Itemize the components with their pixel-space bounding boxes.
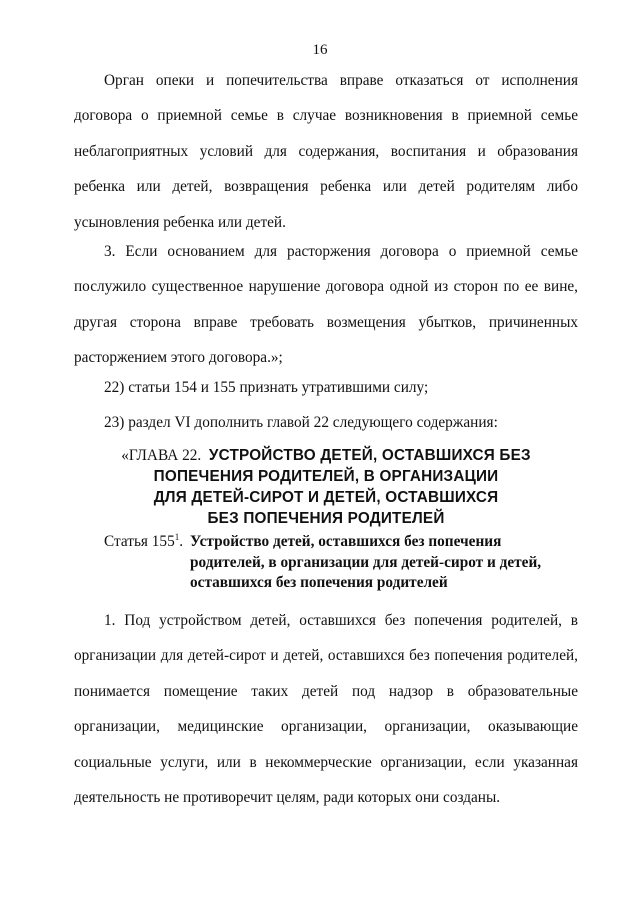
paragraph-line: социальные услуги, или в некоммерческие организации, если указанная <box>74 753 578 771</box>
paragraph-line: послужило существенное нарушение договора одной из сторон по ее вине, <box>74 278 578 296</box>
paragraph-line: 3. Если основанием для расторжения договора о приемной семье <box>104 243 578 260</box>
chapter-heading-line-1 <box>74 445 578 466</box>
article-superscript: 1 <box>174 532 180 542</box>
article-title-line: оставшихся без попечения родителей <box>190 574 448 591</box>
item-22: 22) статьи 154 и 155 признать утратившими силу; <box>104 379 429 396</box>
paragraph-line: 1. Под устройством детей, оставшихся без попечения родителей, в <box>104 612 578 629</box>
chapter-heading-line-2 <box>74 466 578 487</box>
paragraph-line: понимается помещение таких детей под надзор в образовательные <box>74 682 578 700</box>
article-title-line: родителей, в организации для детей-сирот и детей, <box>190 553 542 571</box>
article-title <box>190 532 541 594</box>
paragraph-line: расторжением этого договора.»; <box>74 349 283 367</box>
page-number: 16 <box>312 42 328 58</box>
paragraph-line: организации, медицинские организации, организации, оказывающие <box>74 718 578 736</box>
paragraph-article-clause-1 <box>74 603 578 815</box>
paragraph-line: договора о приемной семье в случае возникновения в приемной семье <box>74 107 578 125</box>
item-23: 23) раздел VI дополнить главой 22 следующего содержания: <box>104 414 498 431</box>
chapter-heading-line-4 <box>74 508 578 529</box>
chapter-title-line: ПОПЕЧЕНИЯ РОДИТЕЛЕЙ, В ОРГАНИЗАЦИИ <box>153 468 499 485</box>
paragraph-line: ребенка или детей, возвращения ребенка или детей родителям либо <box>74 178 578 196</box>
chapter-title-line: БЕЗ ПОПЕЧЕНИЯ РОДИТЕЛЕЙ <box>207 510 445 527</box>
chapter-prefix: «ГЛАВА 22. <box>121 447 202 464</box>
article-label-period: . <box>179 533 184 550</box>
paragraph-clause-3 <box>74 234 578 376</box>
chapter-heading <box>74 445 578 529</box>
article-title-line: Устройство детей, оставшихся без попечения <box>190 533 502 550</box>
paragraph-line: другая сторона вправе требовать возмещения убытков, причиненных <box>74 313 578 331</box>
paragraph-line: усыновления ребенка или детей. <box>74 213 286 231</box>
chapter-title-line: УСТРОЙСТВО ДЕТЕЙ, ОСТАВШИХСЯ БЕЗ <box>208 447 531 464</box>
paragraph-line: неблагоприятных условий для содержания, воспитания и образования <box>74 142 578 160</box>
paragraph-guardianship-refusal <box>74 63 578 240</box>
article-number <box>104 533 183 550</box>
article-label: Статья 155 <box>104 533 175 550</box>
chapter-title-line: ДЛЯ ДЕТЕЙ-СИРОТ И ДЕТЕЙ, ОСТАВШИХСЯ <box>153 489 499 506</box>
paragraph-line: деятельность не противоречит целям, ради которых они созданы. <box>74 788 501 806</box>
article-heading <box>104 532 542 591</box>
chapter-heading-line-3 <box>74 487 578 508</box>
paragraph-line: Орган опеки и попечительства вправе отказаться от исполнения <box>104 72 578 89</box>
paragraph-line: организации для детей-сирот и детей, оставшихся без попечения родителей, <box>74 647 578 665</box>
